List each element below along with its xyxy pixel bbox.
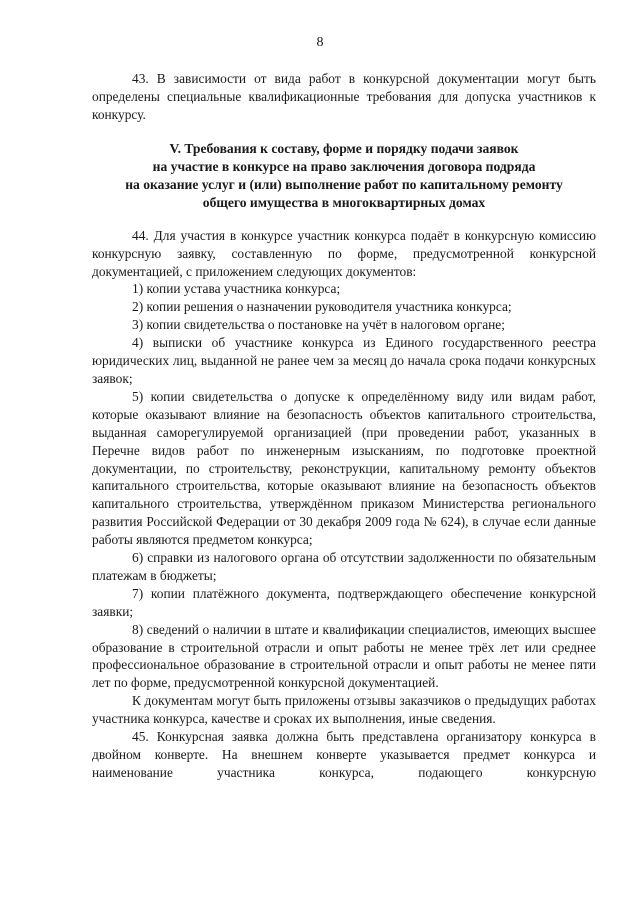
- list-item-4: 4) выписки об участнике конкурса из Единого государственного реестра юридических лиц, выданной не ранее чем за месяц до начала срока подачи конкурсных заявок;: [92, 335, 596, 386]
- list-item-7: 7) копии платёжного документа, подтверждающего обеспечение конкурсной заявки;: [92, 585, 596, 619]
- section-heading-line: V. Требования к составу, форме и порядку подачи заявок: [169, 140, 519, 156]
- document-body: [92, 70, 596, 782]
- paragraph-43: 43. В зависимости от вида работ в конкурсной документации могут быть определены специальные квалификационные требования для допуска участников к конкурсу.: [92, 71, 596, 122]
- section-heading-line: на оказание услуг и (или) выполнение работ по капитальному ремонту: [125, 176, 563, 192]
- section-heading: [92, 140, 596, 212]
- paragraph-attachments: К документам могут быть приложены отзывы заказчиков о предыдущих работах участника конкурса, качестве и сроках их выполнения, иные сведения.: [92, 693, 596, 727]
- list-item-1: 1) копии устава участника конкурса;: [132, 281, 341, 297]
- list-item-6: 6) справки из налогового органа об отсутствии задолженности по обязательным платежам в бюджеты;: [92, 550, 596, 583]
- section-heading-line: общего имущества в многоквартирных домах: [202, 194, 486, 210]
- paragraph-44: 44. Для участия в конкурсе участник конкурса подаёт в конкурсную комиссию конкурсную заявку, составленную по форме, предусмотренной конкурсной документацией, с приложением следующих документов:: [92, 227, 596, 279]
- list-item-2: 2) копии решения о назначении руководителя участника конкурса;: [132, 299, 512, 315]
- list-item-5: 5) копии свидетельства о допуске к определённому виду или видам работ, которые оказывают влияние на безопасность объектов капитального строительства, выданная саморегулируемой организацией (при проведении работ, указанных в Перечне видов работ по инженерным изысканиям, по подготовке проектной документации, по строительству, реконструкции, капитальному ремонту объектов капитального строительства, которые оказывают влияние на безопасность объектов капитального строительства, утверждённом приказом Министерства регионального развития Российской Федерации от 30 декабря 2009 года № 624), в случае если данные работы являются предметом конкурса;: [92, 388, 596, 548]
- section-heading-line: на участие в конкурсе на право заключения договора подряда: [152, 158, 536, 174]
- list-item-3: 3) копии свидетельства о постановке на учёт в налоговом органе;: [132, 317, 505, 333]
- paragraph-45: 45. Конкурсная заявка должна быть представлена организатору конкурса в двойном конверте. На внешнем конверте указывается предмет конкурса и наименование участника конкурса, подающего конкурсную: [92, 729, 596, 780]
- page-number: 8: [316, 35, 324, 50]
- list-item-8: 8) сведений о наличии в штате и квалификации специалистов, имеющих высшее образование в строительной отрасли и опыт работы не менее трёх лет или среднее профессиональное образование в строительной отрасли и опыт работы не менее пяти лет по форме, предусмотренной конкурсной документацией.: [92, 621, 596, 691]
